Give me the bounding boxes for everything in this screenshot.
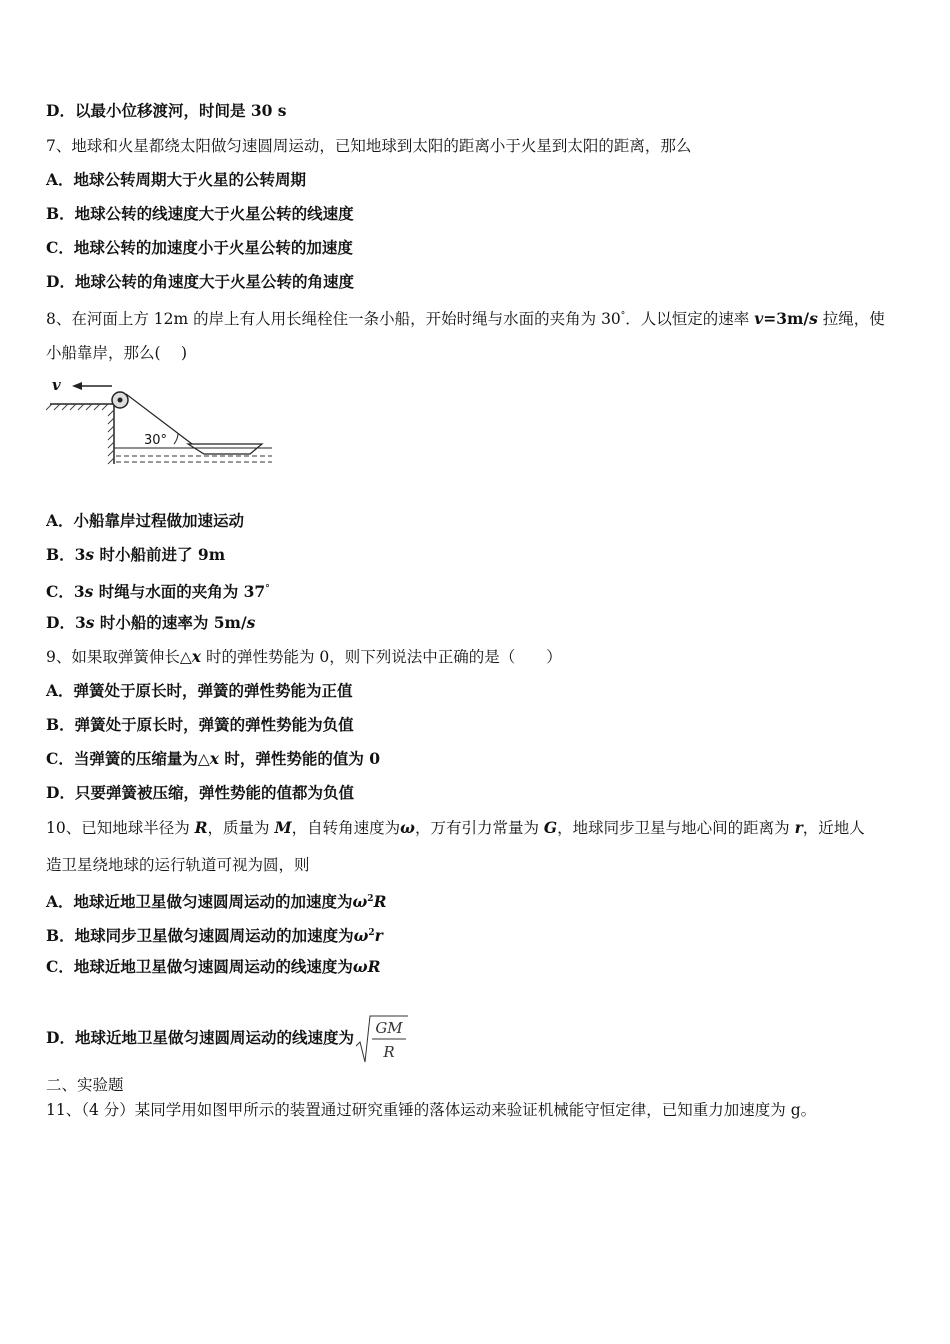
option-d-q7: D．地球公转的角速度大于火星公转的角速度 (46, 272, 354, 291)
q8-stem-part3: =3m/ (763, 309, 810, 329)
q10-stem-r: r (794, 818, 803, 837)
option-c-q7: C．地球公转的加速度小于火星公转的加速度 (46, 238, 353, 257)
q9-c-post: 时，弹性势能的值为 0 (219, 749, 381, 768)
q10-b-r: r (374, 926, 383, 946)
option-a-q8: A．小船靠岸过程做加速运动 (46, 511, 245, 530)
pulley-boat-diagram (46, 372, 276, 472)
q8-b-post: 时小船前进了 9m (94, 545, 226, 564)
q8-c-post: 时绳与水面的夹角为 37 (93, 582, 266, 602)
option-b-q10 (46, 922, 383, 947)
q10-stem-R: R (194, 818, 208, 837)
option-a-q7: A．地球公转周期大于火星的公转周期 (46, 170, 307, 189)
option-c-q9 (46, 748, 380, 770)
angle-label: 30° (144, 433, 168, 448)
q10-stem-a: 10、已知地球半径为 (46, 819, 195, 837)
velocity-label: v (52, 376, 61, 394)
q10-a-omega: ω (352, 892, 368, 912)
q9-c-x: x (209, 749, 220, 768)
q8-c-degree: ° (265, 584, 270, 594)
q8-d-s2: s (246, 613, 256, 632)
q10-stem-omega: ω (400, 818, 415, 837)
q10-b-pre: B．地球同步卫星做匀速圆周运动的加速度为 (46, 926, 354, 946)
q8-stem-v: v (754, 309, 764, 329)
fraction-denominator: R (383, 1043, 395, 1061)
q10-d-pre: D．地球近地卫星做匀速圆周运动的线速度为 (46, 1028, 354, 1047)
q10-stem-f: ，近地人 (802, 819, 865, 837)
q10-c-R: R (367, 957, 381, 976)
q10-a-pre: A．地球近地卫星做匀速圆周运动的加速度为 (46, 892, 353, 912)
option-d-q8 (46, 612, 255, 634)
q10-c-pre: C．地球近地卫星做匀速圆周运动的线速度为 (46, 957, 353, 976)
question-11-stem: 11、（4 分）某同学用如图甲所示的装置通过研究重锤的落体运动来验证机械能守恒定律，已知重力加速度为 g。 (46, 1101, 817, 1119)
q8-c-pre: C．3 (46, 582, 85, 602)
q8-b-pre: B．3 (46, 545, 86, 564)
question-8-stem (46, 305, 885, 330)
option-b-q7: B．地球公转的线速度大于火星公转的线速度 (46, 204, 354, 223)
option-a-q9: A．弹簧处于原长时，弹簧的弹性势能为正值 (46, 681, 353, 700)
q8-stem-s: s (809, 309, 818, 329)
option-d-q6: D．以最小位移渡河，时间是 30 s (46, 101, 287, 120)
q10-stem-M: M (274, 818, 292, 837)
question-10-stem-line2: 造卫星绕地球的运行轨道可视为圆，则 (46, 856, 310, 874)
q9-c-pre: C．当弹簧的压缩量为△ (46, 749, 210, 768)
q10-a-sup: 2 (367, 894, 374, 904)
q10-stem-d: ，万有引力常量为 (414, 819, 544, 837)
option-d-q10 (46, 1012, 410, 1066)
pulley-boat-figure (46, 372, 276, 476)
q8-d-s: s (85, 613, 95, 632)
option-d-q9: D．只要弹簧被压缩，弹性势能的值都为负值 (46, 783, 354, 802)
option-b-q9: B．弹簧处于原长时，弹簧的弹性势能为负值 (46, 715, 354, 734)
sqrt-gm-over-r (354, 1012, 410, 1066)
fraction-numerator: GM (375, 1019, 403, 1037)
option-c-q10 (46, 956, 381, 978)
q10-stem-b: ，质量为 (207, 819, 275, 837)
q10-stem-c: ，自转角速度为 (291, 819, 401, 837)
q9-stem-post: 时的弹性势能为 0，则下列说法中正确的是（ ） (201, 648, 562, 666)
q10-a-R: R (373, 892, 387, 912)
q8-stem-part2: ．人以恒定的速率 (625, 310, 755, 329)
option-c-q8 (46, 578, 270, 603)
q9-stem-x: x (191, 647, 202, 666)
q10-stem-G: G (543, 818, 558, 837)
q8-b-s: s (85, 545, 95, 564)
q10-stem-e: ，地球同步卫星与地心间的距离为 (557, 819, 795, 837)
question-10-stem (46, 817, 865, 839)
section-title: 二、实验题 (46, 1076, 124, 1094)
option-b-q8 (46, 544, 225, 566)
q8-c-s: s (84, 582, 94, 602)
q8-d-mid: 时小船的速率为 5m/ (94, 613, 247, 632)
q8-stem-degree: ° (620, 311, 626, 321)
q10-b-omega: ω (353, 926, 369, 946)
q8-stem-part4: 拉绳，使 (817, 310, 885, 329)
q10-c-omega: ω (352, 957, 368, 976)
q10-b-sup: 2 (368, 928, 375, 938)
question-7-stem: 7、地球和火星都绕太阳做匀速圆周运动，已知地球到太阳的距离小于火星到太阳的距离，那么 (46, 137, 692, 155)
option-a-q10 (46, 888, 386, 913)
question-9-stem (46, 646, 562, 668)
q8-stem-part1: 8、在河面上方 12m 的岸上有人用长绳栓住一条小船，开始时绳与水面的夹角为 30 (46, 310, 621, 329)
sqrt-formula (354, 1012, 410, 1066)
q9-stem-pre: 9、如果取弹簧伸长△ (46, 648, 192, 666)
question-8-stem-line2: 小船靠岸，那么( ) (46, 344, 188, 362)
q8-d-pre: D．3 (46, 613, 86, 632)
